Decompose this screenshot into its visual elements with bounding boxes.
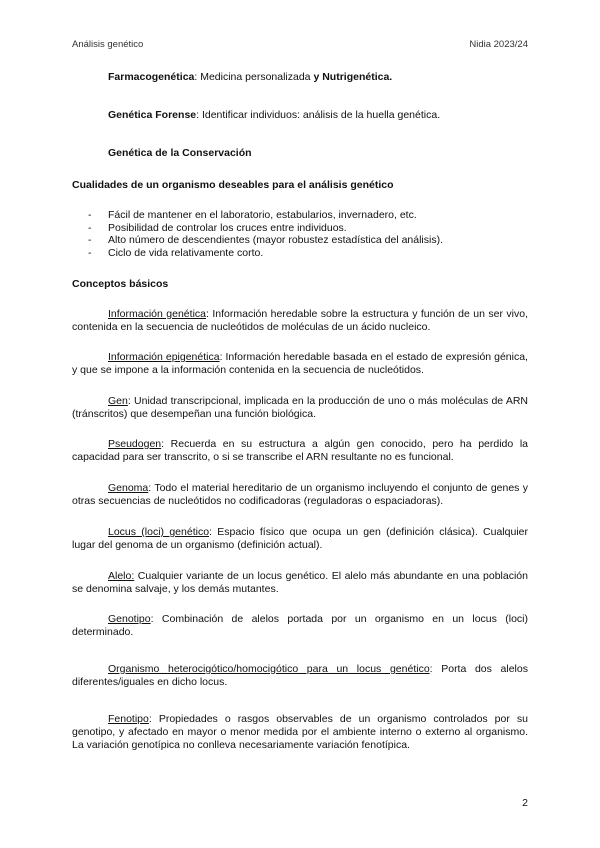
concept-locus bbox=[72, 526, 528, 552]
concept-term: Gen bbox=[108, 395, 128, 407]
nutrigenetics-term: y Nutrigenética. bbox=[313, 71, 393, 83]
qualities-heading-text: Cualidades de un organismo deseables para el análisis genético bbox=[72, 179, 394, 191]
concept-text: : Espacio físico que ocupa un gen (definición clásica). Cualquier lugar del genoma de un organismo (definición actual). bbox=[72, 526, 528, 552]
concept-text: : Todo el material hereditario de un organismo incluyendo el conjunto de genes y otras secuencias de nucleótidos no codificadoras (reguladoras o espaciadoras). bbox=[72, 482, 528, 508]
page-number: 2 bbox=[522, 797, 528, 809]
concept-term: Fenotipo bbox=[108, 713, 149, 725]
concept-genotype bbox=[72, 613, 528, 639]
concept-heterozygous-homozygous bbox=[72, 663, 528, 689]
conservation-line bbox=[108, 147, 528, 161]
concept-gene bbox=[72, 395, 528, 421]
concept-term: Pseudogen bbox=[108, 438, 162, 450]
conservation-term: Genética de la Conservación bbox=[108, 147, 252, 159]
list-item: - Alto número de descendientes (mayor robustez estadística del análisis). bbox=[72, 234, 528, 247]
concept-text: : Propiedades o rasgos observables de un organismo controlados por su genotipo, y afectado en mayor o menor medida por el ambiente interno o externo al organismo. La variación genotípica no conlleva necesariamente variación fenotípica. bbox=[72, 713, 528, 752]
qualities-list bbox=[72, 209, 528, 259]
list-item: - Posibilidad de controlar los cruces entre individuos. bbox=[72, 222, 528, 235]
concept-phenotype bbox=[72, 713, 528, 753]
forensic-text: : Identificar individuos: análisis de la huella genética. bbox=[196, 109, 441, 121]
concept-epigenetic-information bbox=[72, 351, 528, 377]
concept-genome bbox=[72, 482, 528, 508]
concept-text: : Información heredable basada en el estado de expresión génica, y que se impone a la información contenida en la secuencia de nucleótidos. bbox=[72, 351, 528, 377]
pharmacogenetics-term: Farmacogenética bbox=[108, 71, 195, 83]
concept-allele bbox=[72, 570, 528, 596]
concept-pseudogene bbox=[72, 438, 528, 464]
header-title: Análisis genético bbox=[72, 39, 144, 50]
pharmacogenetics-text: : Medicina personalizada bbox=[194, 71, 314, 83]
concept-term: Genoma bbox=[108, 482, 149, 494]
forensic-line bbox=[108, 109, 528, 123]
concept-text: Cualquier variante de un locus genético. El alelo más abundante en una población se denomina salvaje, y los demás mutantes. bbox=[72, 570, 528, 596]
qualities-heading bbox=[72, 179, 528, 193]
concept-text: : Información heredable sobre la estructura y función de un ser vivo, contenida en la secuencia de nucleótidos de moléculas de un ácido nucleico. bbox=[72, 308, 528, 334]
concept-term: Información genética bbox=[108, 308, 206, 320]
concept-term: Información epigenética bbox=[108, 351, 220, 363]
concept-text: : Porta dos alelos diferentes/iguales en dicho locus. bbox=[72, 663, 528, 689]
concept-term: Alelo: bbox=[108, 570, 135, 582]
concept-term: Genotipo bbox=[108, 613, 151, 625]
concept-text: : Recuerda en su estructura a algún gen conocido, pero ha perdido la capacidad para ser transcrito, o si se transcribe el ARN resultante no es funcional. bbox=[72, 438, 528, 464]
forensic-term: Genética Forense bbox=[108, 109, 197, 121]
header-author-year: Nidia 2023/24 bbox=[469, 39, 528, 50]
pharmacogenetics-line bbox=[108, 71, 528, 85]
list-item: - Fácil de mantener en el laboratorio, estabularios, invernadero, etc. bbox=[72, 209, 528, 222]
basics-heading-text: Conceptos básicos bbox=[72, 278, 169, 290]
concept-text: : Combinación de alelos portada por un organismo en un locus (loci) determinado. bbox=[72, 613, 528, 639]
concept-term: Locus (loci) genético bbox=[108, 526, 210, 538]
concept-term: Organismo heterocigótico/homocigótico para un locus genético bbox=[108, 663, 430, 675]
list-item: - Ciclo de vida relativamente corto. bbox=[72, 247, 528, 260]
concept-text: : Unidad transcripcional, implicada en la producción de uno o más moléculas de ARN (tránscritos) que desempeñan una función biológica. bbox=[72, 395, 528, 421]
basics-heading bbox=[72, 278, 528, 292]
concept-genetic-information bbox=[72, 308, 528, 334]
